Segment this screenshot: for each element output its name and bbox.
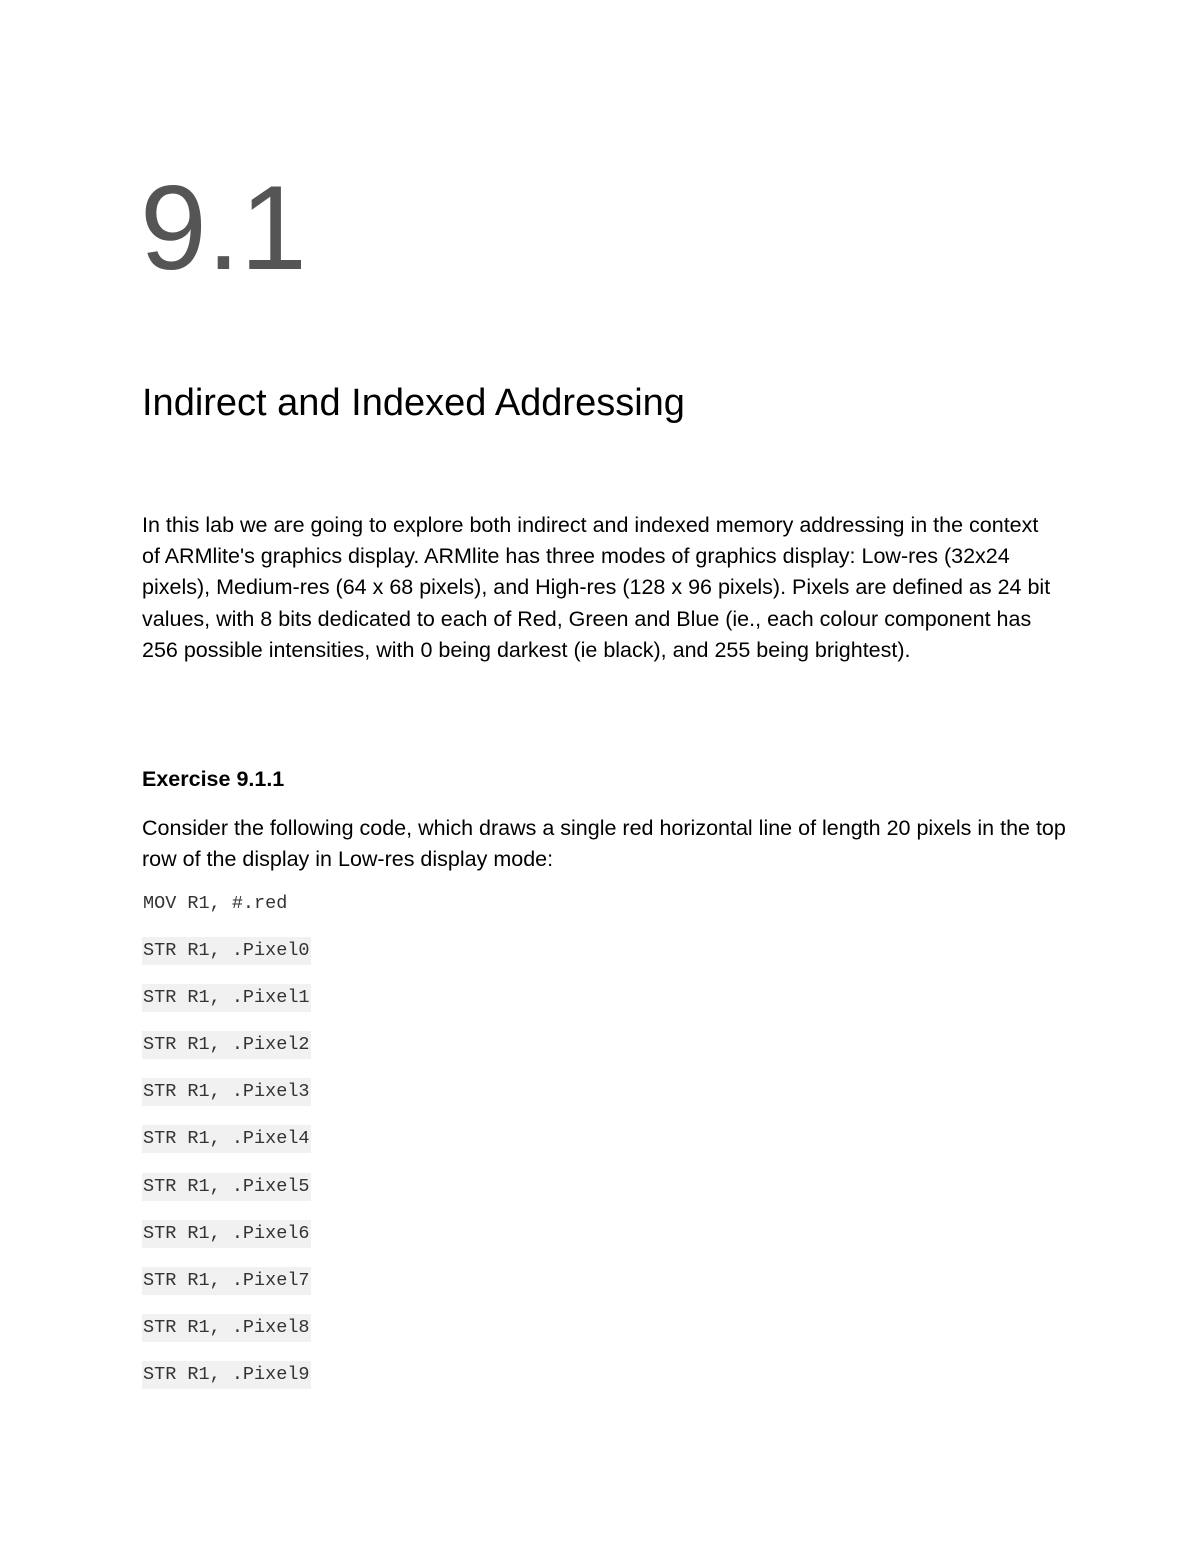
exercise-heading: Exercise 9.1.1 xyxy=(142,767,285,791)
intro-paragraph: In this lab we are going to explore both indirect and indexed memory addressing in the context of ARMlite's graphics display. ARMlite has three modes of graphics display: Low-res (32x24 pixels), Medium-res (64 x 68 pixels), and High-res (128 x 96 pixels). Pixels are defined as 24 bit values, with 8 bits dedicated to each of Red, Green and Blue (ie., each colour component has 256 possible intensities, with 0 being darkest (ie black), and 255 being brightest). xyxy=(142,513,1051,662)
code-line xyxy=(142,937,311,984)
code-line xyxy=(142,1314,311,1361)
exercise-text: Consider the following code, which draws a single red horizontal line of length 20 pixels in the top row of the display in Low-res display mode: xyxy=(142,816,1066,872)
chapter-number: 9.1 xyxy=(140,161,307,295)
code-line-text: STR R1, .Pixel1 xyxy=(142,984,311,1012)
code-line xyxy=(142,1361,311,1408)
code-line-text: STR R1, .Pixel2 xyxy=(142,1031,311,1059)
code-line-text: STR R1, .Pixel9 xyxy=(142,1361,311,1389)
code-line-text: STR R1, .Pixel4 xyxy=(142,1125,311,1153)
code-line-text: STR R1, .Pixel5 xyxy=(142,1173,311,1201)
code-line-text: STR R1, .Pixel6 xyxy=(142,1220,311,1248)
code-line-text: MOV R1, #.red xyxy=(143,893,288,914)
code-line xyxy=(142,1078,311,1125)
code-line xyxy=(142,1220,311,1267)
code-line-text: STR R1, .Pixel7 xyxy=(142,1267,311,1295)
code-line-text: STR R1, .Pixel8 xyxy=(142,1314,311,1342)
code-line xyxy=(142,1267,311,1314)
code-line xyxy=(142,890,311,937)
code-line xyxy=(142,1125,311,1172)
code-line xyxy=(142,1031,311,1078)
code-block xyxy=(142,890,311,1408)
code-line-text: STR R1, .Pixel0 xyxy=(142,937,311,965)
code-line-text: STR R1, .Pixel3 xyxy=(142,1078,311,1106)
code-line xyxy=(142,1173,311,1220)
code-line xyxy=(142,984,311,1031)
chapter-title: Indirect and Indexed Addressing xyxy=(142,382,685,424)
